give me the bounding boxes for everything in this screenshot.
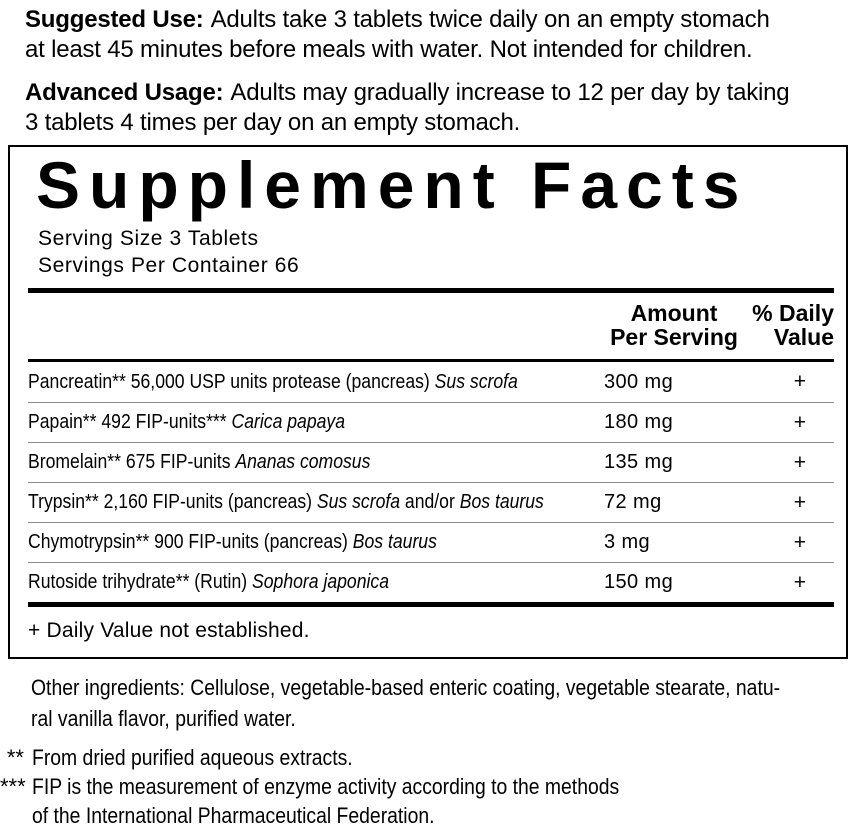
footnote-text-line1: FIP is the measurement of enzyme activity according to the methods [32, 774, 620, 799]
ingredient-name-text [28, 411, 345, 434]
table-row [28, 522, 834, 562]
ingredient-amount: 135 mg [604, 451, 674, 473]
table-row [28, 362, 834, 402]
ingredient-text: Papain** 492 FIP-units*** [28, 411, 232, 433]
species-name: Sus scrofa [434, 370, 518, 393]
suggested-use-paragraph [25, 5, 853, 65]
ingredient-amount: 150 mg [604, 571, 674, 593]
ingredient-dv: + [793, 530, 806, 554]
suggested-use-label: Suggested Use: [25, 6, 204, 33]
table-header-row [28, 293, 834, 359]
asterisk-footnotes [0, 743, 853, 830]
ingredient-name-text [28, 491, 544, 514]
servings-per-container: Servings Per Container 66 [38, 254, 300, 277]
species-name: Bos taurus [459, 491, 544, 513]
species-name: Carica papaya [231, 411, 345, 433]
suggested-use-text-line1: Adults take 3 tablets twice daily on an empty stomach [210, 6, 770, 33]
other-ingredients-line1: Other ingredients: Cellulose, vegetable-based enteric coating, vegetable stearate, natu- [31, 675, 781, 700]
ingredient-name [28, 571, 604, 594]
advanced-usage-label: Advanced Usage: [25, 79, 224, 106]
table-row [28, 562, 834, 602]
ingredient-dv: + [793, 410, 806, 434]
advanced-usage-paragraph [25, 78, 853, 138]
ingredient-amount: 180 mg [604, 411, 674, 433]
species-name: Sophora japonica [252, 571, 390, 593]
header-dv-line2: Value [773, 324, 834, 350]
ingredient-amount: 72 mg [604, 491, 662, 513]
footnote-marker: ** [6, 745, 24, 770]
supplement-facts-panel [8, 145, 848, 659]
ingredient-dv: + [793, 570, 806, 594]
ingredient-name-text [28, 571, 389, 594]
daily-value-footnote: + Daily Value not established. [28, 619, 310, 642]
species-name: Ananas comosus [235, 451, 371, 473]
species-name: Sus scrofa [316, 491, 401, 513]
ingredient-text: and/or [400, 491, 460, 513]
ingredient-amount: 3 mg [604, 531, 651, 553]
ingredient-text: Bromelain** 675 FIP-units [28, 451, 236, 473]
ingredient-dv: + [793, 450, 806, 474]
footnote-text [32, 743, 396, 772]
ingredient-name [28, 451, 604, 474]
footnote-text-line2: of the International Pharmaceutical Federation. [32, 803, 435, 828]
other-ingredients-line2: ral vanilla flavor, purified water. [31, 706, 296, 731]
advanced-usage-text-line2: 3 tablets 4 times per day on an empty stomach. [25, 109, 521, 136]
header-amount-line1: Amount [630, 300, 718, 326]
ingredient-text: Pancreatin** 56,000 USP units protease (pancreas) [28, 370, 435, 393]
footnote-text-line1: From dried purified aqueous extracts. [32, 745, 353, 770]
footnote-triple-asterisk [0, 772, 853, 830]
header-amount-line2: Per Serving [610, 324, 738, 350]
header-amount-per-serving [604, 301, 744, 349]
table-row [28, 482, 834, 522]
serving-info [28, 225, 834, 279]
footnote-double-asterisk [0, 743, 853, 772]
header-dv-line1: % Daily [752, 300, 834, 326]
ingredient-name-text [28, 531, 437, 554]
serving-size: Serving Size 3 Tablets [38, 227, 259, 250]
ingredient-dv: + [793, 370, 806, 393]
ingredient-rows [28, 362, 834, 602]
advanced-usage-text-line1: Adults may gradually increase to 12 per day by taking [230, 79, 790, 106]
ingredient-name [28, 491, 604, 514]
footnote-marker: *** [0, 774, 26, 799]
panel-title: Supplement Facts [36, 148, 749, 222]
table-row [28, 442, 834, 482]
species-name: Bos taurus [352, 531, 437, 553]
header-percent-daily-value [744, 301, 834, 349]
ingredient-text: Trypsin** 2,160 FIP-units (pancreas) [28, 491, 317, 513]
ingredient-name [28, 371, 604, 394]
ingredient-dv: + [793, 490, 806, 514]
ingredient-name [28, 411, 604, 434]
table-row [28, 402, 834, 442]
suggested-use-text-line2: at least 45 minutes before meals with water. Not intended for children. [25, 36, 753, 63]
ingredient-text: Chymotrypsin** 900 FIP-units (pancreas) [28, 531, 353, 553]
ingredient-name [28, 531, 604, 554]
ingredient-text: Rutoside trihydrate** (Rutin) [28, 571, 253, 593]
usage-instructions [0, 0, 853, 138]
other-ingredients [31, 672, 853, 734]
ingredient-amount: 300 mg [604, 370, 674, 393]
ingredient-name-text [28, 371, 518, 394]
ingredient-name-text [28, 451, 370, 474]
footnote-text [32, 772, 699, 830]
